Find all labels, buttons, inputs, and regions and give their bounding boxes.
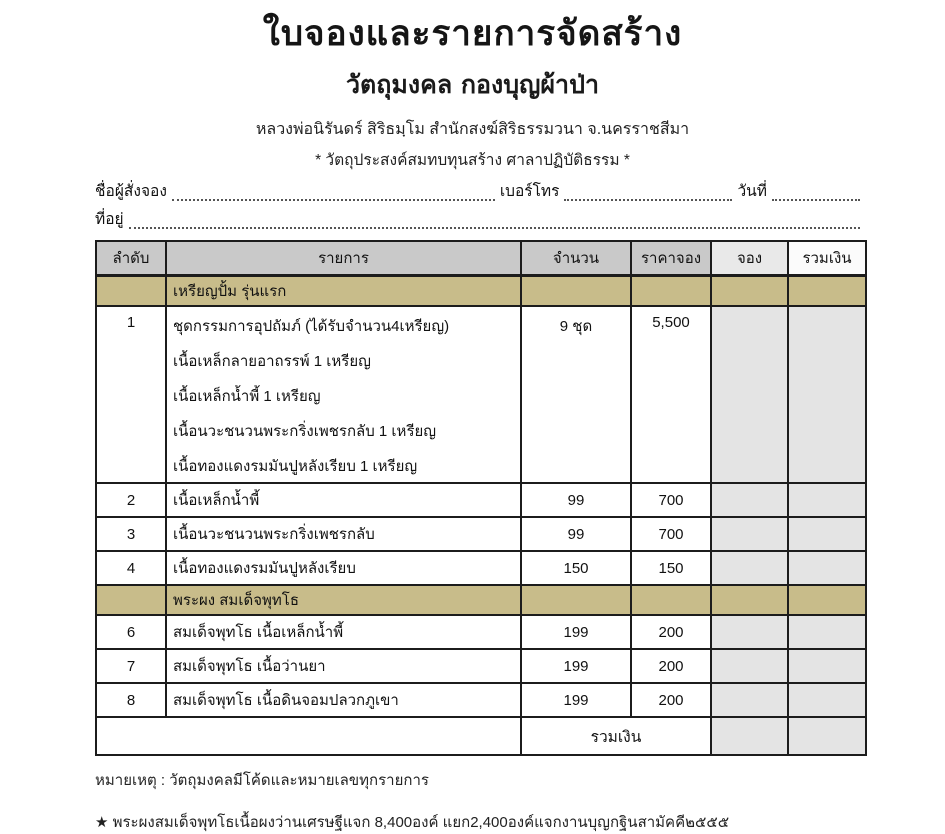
col-header-item: รายการ <box>166 241 521 276</box>
item-qty: 99 <box>521 517 631 551</box>
section-book-cell <box>711 276 788 307</box>
item-book-cell[interactable] <box>711 683 788 717</box>
item-name-cell <box>166 615 521 649</box>
item-total-cell[interactable] <box>788 683 866 717</box>
item-total-cell[interactable] <box>788 306 866 483</box>
item-price: 700 <box>631 483 711 517</box>
item-row <box>96 306 866 483</box>
section-price-cell <box>631 585 711 615</box>
item-name-cell <box>166 306 521 483</box>
grand-total-row <box>96 717 866 755</box>
item-price: 200 <box>631 683 711 717</box>
total-row-spacer <box>96 717 521 755</box>
item-book-cell[interactable] <box>711 517 788 551</box>
section-row <box>96 276 866 307</box>
section-total-cell <box>788 276 866 307</box>
star-note: ★ พระผงสมเด็จพุทโธเนื้อผงว่านเศรษฐีแจก 8,400องค์ แยก2,400องค์แจกงานบุญกฐินสามัคคี๒๕๕๕ <box>95 814 730 831</box>
item-total-cell[interactable] <box>788 517 866 551</box>
item-row <box>96 551 866 585</box>
remark-note: หมายเหตุ : วัตถุมงคลมีโค้ดและหมายเลขทุกรายการ <box>95 772 429 789</box>
section-qty-cell <box>521 585 631 615</box>
item-subline: เนื้อนวะชนวนพระกริ่งเพชรกลับ 1 เหรียญ <box>173 423 437 440</box>
item-name-cell <box>166 649 521 683</box>
address-line <box>95 210 865 232</box>
item-name: สมเด็จพุทโธ เนื้อดินจอมปลวกภูเขา <box>173 692 399 709</box>
grand-total-amount-cell[interactable] <box>788 717 866 755</box>
item-no: 3 <box>96 517 166 551</box>
item-name: สมเด็จพุทโธ เนื้อเหล็กน้ำพี้ <box>173 624 344 641</box>
item-name: สมเด็จพุทโธ เนื้อว่านยา <box>173 658 326 675</box>
item-row <box>96 615 866 649</box>
phone-label: เบอร์โทร <box>499 183 560 200</box>
item-name-cell <box>166 683 521 717</box>
item-price: 700 <box>631 517 711 551</box>
temple-info-line: หลวงพ่อนิรันดร์ สิริธมฺโม สำนักสงฆ์สิริธรรมวนา จ.นครราชสีมา <box>255 121 690 138</box>
item-total-cell[interactable] <box>788 483 866 517</box>
item-book-cell[interactable] <box>711 306 788 483</box>
grand-total-label: รวมเงิน <box>521 717 711 755</box>
item-no: 6 <box>96 615 166 649</box>
address-label: ที่อยู่ <box>95 211 124 228</box>
item-total-cell[interactable] <box>788 649 866 683</box>
item-name: ชุดกรรมการอุปถัมภ์ (ได้รับจำนวน4เหรียญ) <box>173 318 450 335</box>
item-row <box>96 683 866 717</box>
section-total-cell <box>788 585 866 615</box>
item-qty: 199 <box>521 649 631 683</box>
item-book-cell[interactable] <box>711 649 788 683</box>
col-header-no: ลำดับ <box>96 241 166 276</box>
item-no: 1 <box>96 306 166 483</box>
date-label: วันที่ <box>737 183 767 200</box>
order-table <box>95 240 867 756</box>
item-total-cell[interactable] <box>788 551 866 585</box>
section-no-cell <box>96 585 166 615</box>
item-total-cell[interactable] <box>788 615 866 649</box>
item-no: 4 <box>96 551 166 585</box>
form-content <box>95 182 865 834</box>
item-book-cell[interactable] <box>711 483 788 517</box>
item-book-cell[interactable] <box>711 615 788 649</box>
section-label: เหรียญปั้ม รุ่นแรก <box>166 276 521 307</box>
orderer-line <box>95 182 865 204</box>
section-qty-cell <box>521 276 631 307</box>
item-qty: 199 <box>521 615 631 649</box>
item-name-cell <box>166 517 521 551</box>
orderer-name-field[interactable] <box>172 187 495 201</box>
item-qty: 9 ชุด <box>521 306 631 483</box>
item-name: เนื้อทองแดงรมมันปูหลังเรียบ <box>173 560 356 577</box>
col-header-qty: จำนวน <box>521 241 631 276</box>
item-book-cell[interactable] <box>711 551 788 585</box>
address-field[interactable] <box>129 215 860 229</box>
item-row <box>96 517 866 551</box>
item-row <box>96 649 866 683</box>
phone-field[interactable] <box>564 187 732 201</box>
order-table-body <box>96 276 866 718</box>
purpose-line: * วัตถุประสงค์สมทบทุนสร้าง ศาลาปฏิบัติธรรม * <box>315 152 630 169</box>
item-no: 2 <box>96 483 166 517</box>
item-no: 8 <box>96 683 166 717</box>
col-header-price: ราคาจอง <box>631 241 711 276</box>
item-name-cell <box>166 551 521 585</box>
col-header-total: รวมเงิน <box>788 241 866 276</box>
item-subline: เนื้อเหล็กน้ำพี้ 1 เหรียญ <box>173 388 321 405</box>
item-qty: 99 <box>521 483 631 517</box>
section-price-cell <box>631 276 711 307</box>
section-no-cell <box>96 276 166 307</box>
item-price: 200 <box>631 615 711 649</box>
item-subline: เนื้อเหล็กลายอาถรรพ์ 1 เหรียญ <box>173 353 371 370</box>
item-price: 150 <box>631 551 711 585</box>
section-book-cell <box>711 585 788 615</box>
item-name: เนื้อนวะชนวนพระกริ่งเพชรกลับ <box>173 526 375 543</box>
item-price: 200 <box>631 649 711 683</box>
item-qty: 150 <box>521 551 631 585</box>
section-label: พระผง สมเด็จพุทโธ <box>166 585 521 615</box>
item-price: 5,500 <box>631 306 711 483</box>
item-qty: 199 <box>521 683 631 717</box>
item-no: 7 <box>96 649 166 683</box>
page-title: ใบจองและรายการจัดสร้าง <box>262 14 683 54</box>
table-header-row <box>96 241 866 276</box>
orderer-name-label: ชื่อผู้สั่งจอง <box>95 183 167 200</box>
section-row <box>96 585 866 615</box>
item-name: เนื้อเหล็กน้ำพี้ <box>173 492 260 509</box>
grand-total-book-cell[interactable] <box>711 717 788 755</box>
date-field[interactable] <box>772 187 860 201</box>
item-row <box>96 483 866 517</box>
page-subtitle: วัตถุมงคล กองบุญผ้าป่า <box>346 70 599 99</box>
item-name-cell <box>166 483 521 517</box>
item-subline: เนื้อทองแดงรมมันปูหลังเรียบ 1 เหรียญ <box>173 458 418 475</box>
col-header-book: จอง <box>711 241 788 276</box>
